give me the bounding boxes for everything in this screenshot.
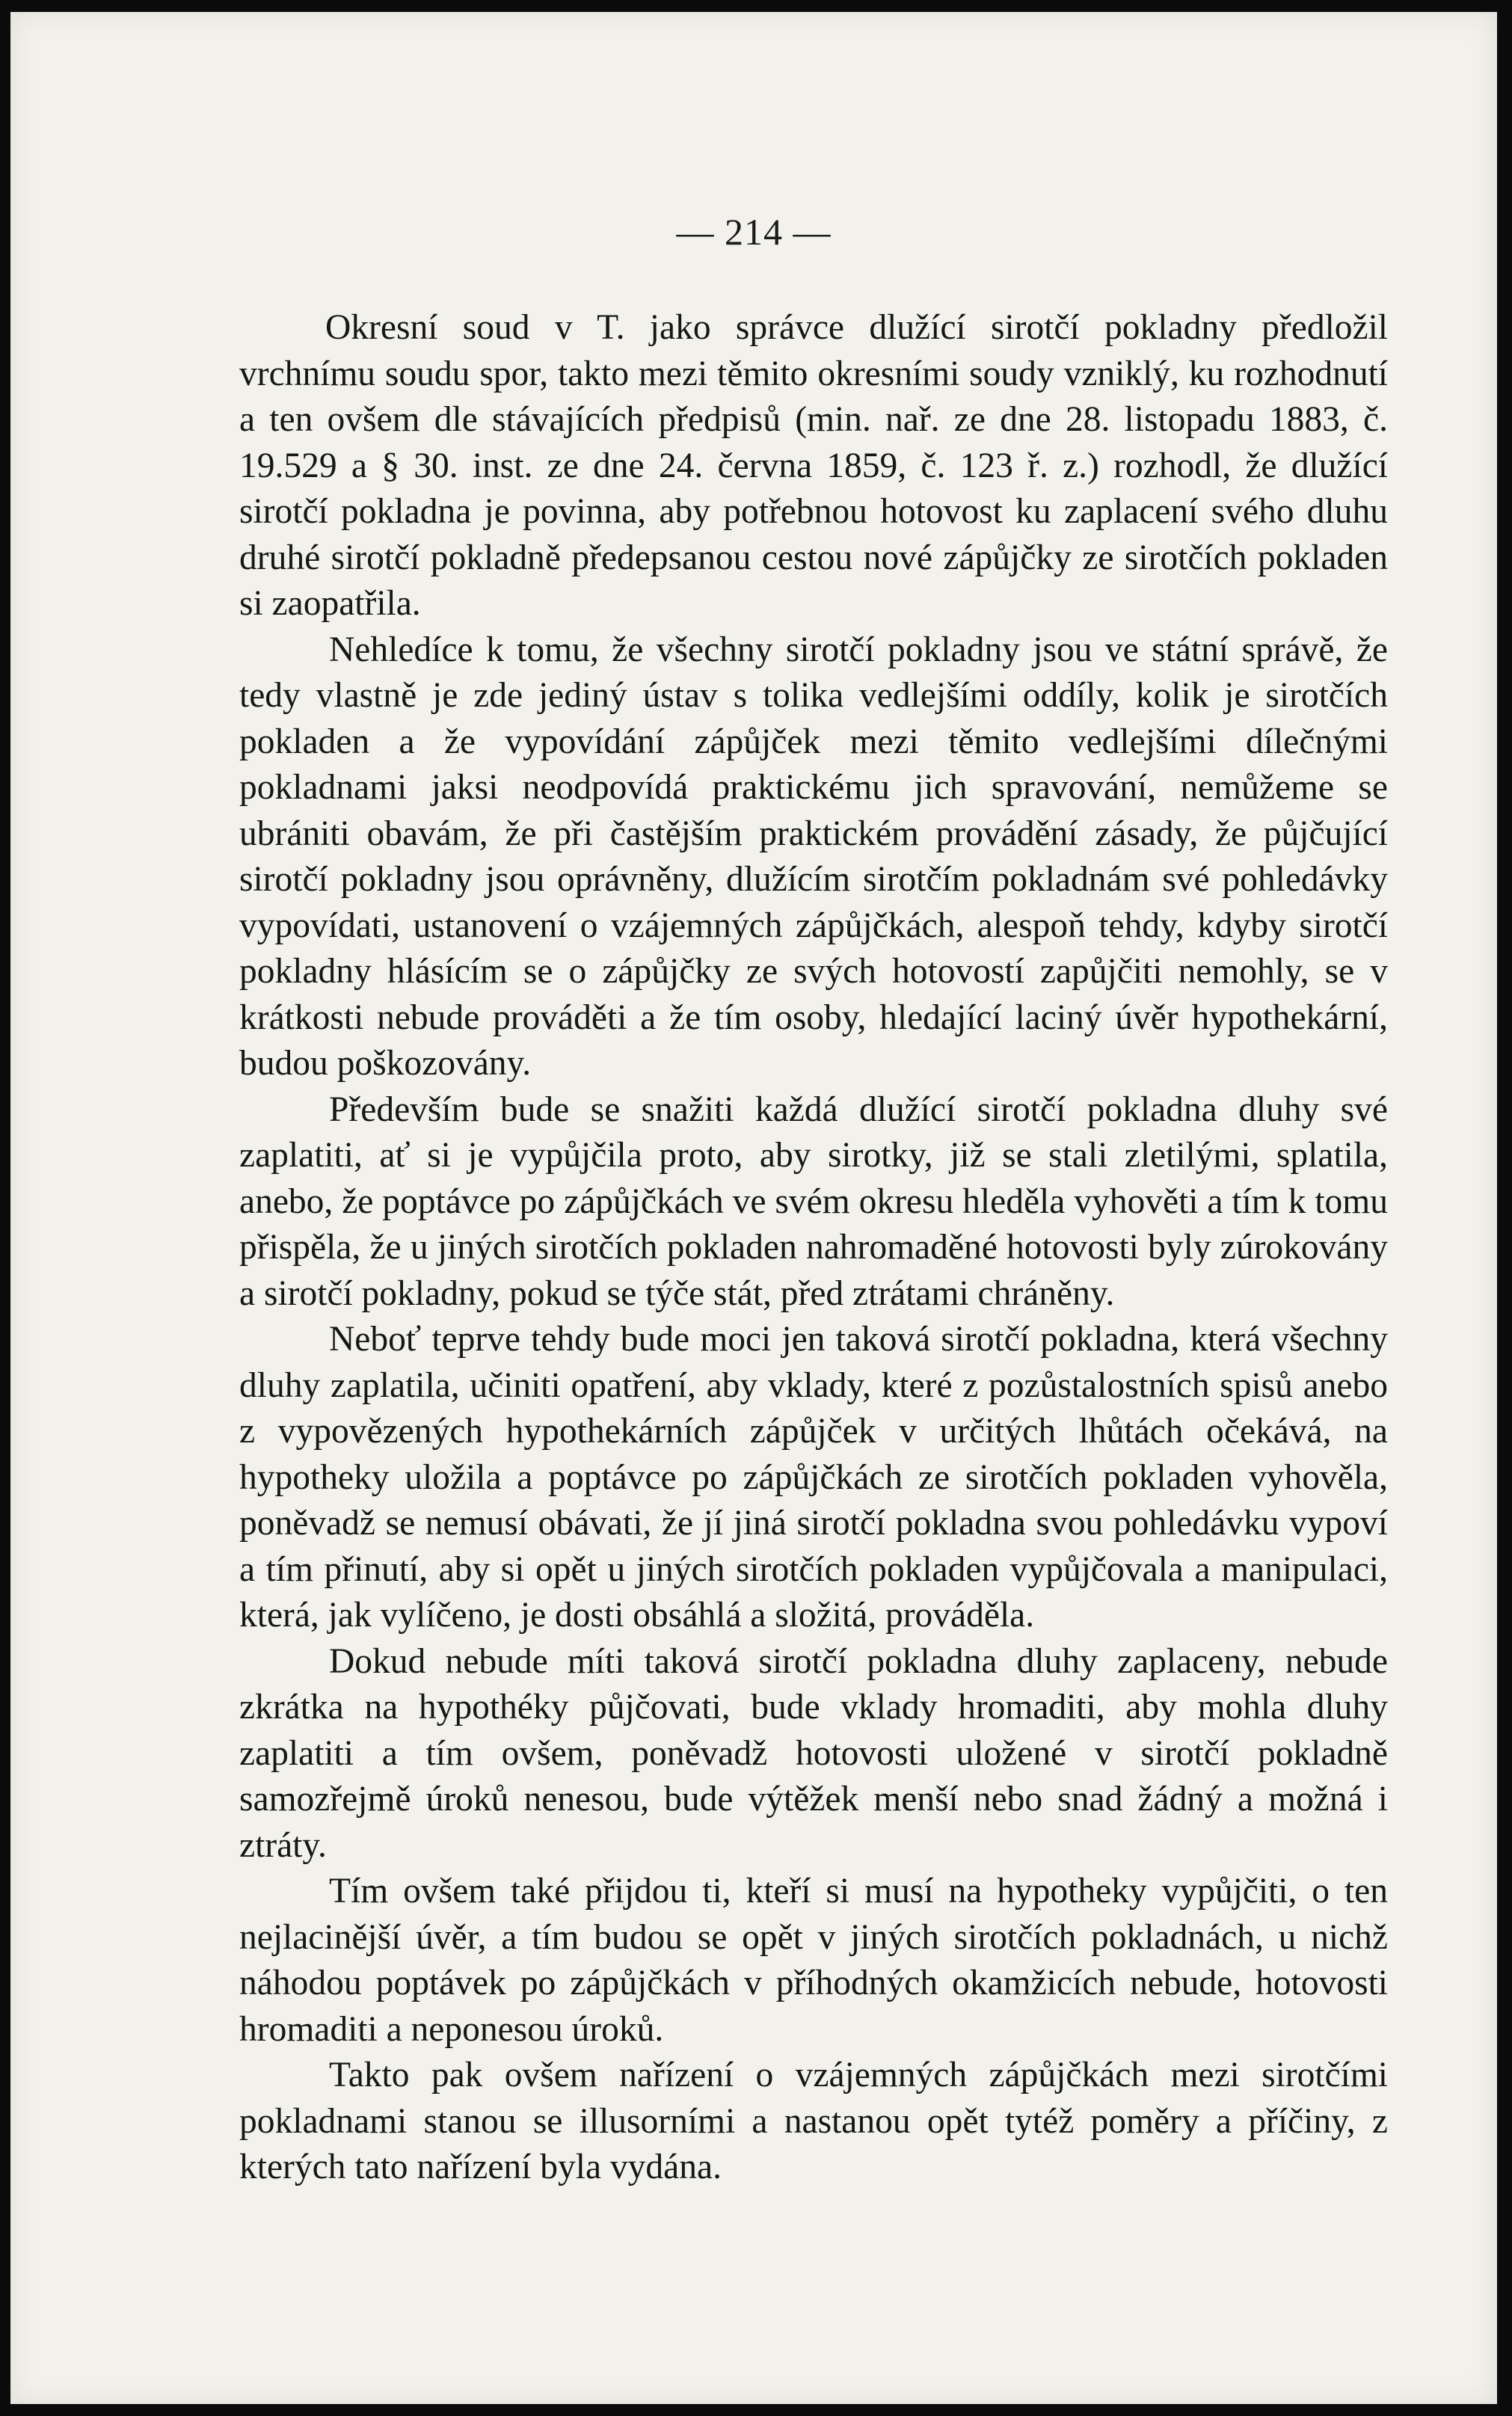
paragraph: Takto pak ovšem nařízení o vzájemných zápůjčkách mezi sirotčími pokladnami stanou se illusorními a nastanou opět tytéž poměry a příčiny, z kterých tato nařízení byla vydána. [239,2056,1388,2186]
scanned-page [10,12,1497,2404]
paragraph: Neboť teprve tehdy bude moci jen taková sirotčí pokladna, která všechny dluhy zaplatila, učiniti opatření, aby vklady, které z pozůstalostních spisů anebo z vypovězených hypothekárních zápůjček v určitých lhůtách očekává, na hypotheky uložila a poptávce po zápůjčkách ze sirotčích pokladen vyhověla, poněvadž se nemusí obávati, že jí jiná sirotčí pokladna svou pohledávku vypoví a tím přinutí, aby si opět u jiných sirotčích pokladen vypůjčovala a manipulaci, která, jak vylíčeno, je dosti obsáhlá a složitá, prováděla. [239,1320,1388,1635]
paragraph: Dokud nebude míti taková sirotčí pokladna dluhy zaplaceny, nebude zkrátka na hypothéky půjčovati, bude vklady hromaditi, aby mohla dluhy zaplatiti a tím ovšem, poněvadž hotovosti uložené v sirotčí pokladně samozřejmě úroků nenesou, bude výtěžek menší nebo snad žádný a možná i ztráty. [239,1641,1388,1865]
paragraph: Tím ovšem také přijdou ti, kteří si musí na hypotheky vypůjčiti, o ten nejlacinější úvěr, a tím budou se opět v jiných sirotčích pokladnách, u nichž náhodou poptávek po zápůjčkách v příhodných okamžicích nebude, hotovosti hromaditi a neponesou úroků. [239,1872,1388,2049]
paragraph: Okresní soud v T. jako správce dlužící sirotčí pokladny předložil vrchnímu soudu spor, takto mezi těmito okresními soudy vzniklý, ku rozhodnutí a ten ovšem dle stávajících předpisů (min. nař. ze dne 28. listopadu 1883, č. 19.529 a § 30. inst. ze dne 24. června 1859, č. 123 ř. z.) rozhodl, že dlužící sirotčí pokladna je povinna, aby potřebnou hotovost ku zaplacení svého dluhu druhé sirotčí pokladně předepsanou cestou nové zápůjčky ze sirotčích pokladen si zaopatřila. [239,308,1388,623]
paragraph: Nehledíce k tomu, že všechny sirotčí pokladny jsou ve státní správě, že tedy vlastně je zde jediný ústav s tolika vedlejšími oddíly, kolik je sirotčích pokladen a že vypovídání zápůjček mezi těmito vedlejšími dílečnými pokladnami jaksi neodpovídá praktickému jich spravování, nemůžeme se ubrániti obavám, že při častějším praktickém provádění zásady, že půjčující sirotčí pokladny jsou oprávněny, dlužícím sirotčím pokladnám své pohledávky vypovídati, ustanovení o vzájemných zápůjčkách, alespoň tehdy, kdyby sirotčí pokladny hlásícím se o zápůjčky ze svých hotovostí zapůjčiti nemohly, se v krátkosti nebude prováděti a že tím osoby, hledající laciný úvěr hypothekární, budou poškozovány. [239,630,1388,1083]
page-number: — 214 — [676,211,832,253]
body-text [239,305,1388,2191]
paragraph: Především bude se snažiti každá dlužící sirotčí pokladna dluhy své zaplatiti, ať si je vypůjčila proto, aby sirotky, již se stali zletilými, splatila, anebo, že poptávce po zápůjčkách ve svém okresu hleděla vyhověti a tím k tomu přispěla, že u jiných sirotčích pokladen nahromaděné hotovosti byly zúrokovány a sirotčí pokladny, pokud se týče stát, před ztrátami chráněny. [239,1089,1388,1313]
